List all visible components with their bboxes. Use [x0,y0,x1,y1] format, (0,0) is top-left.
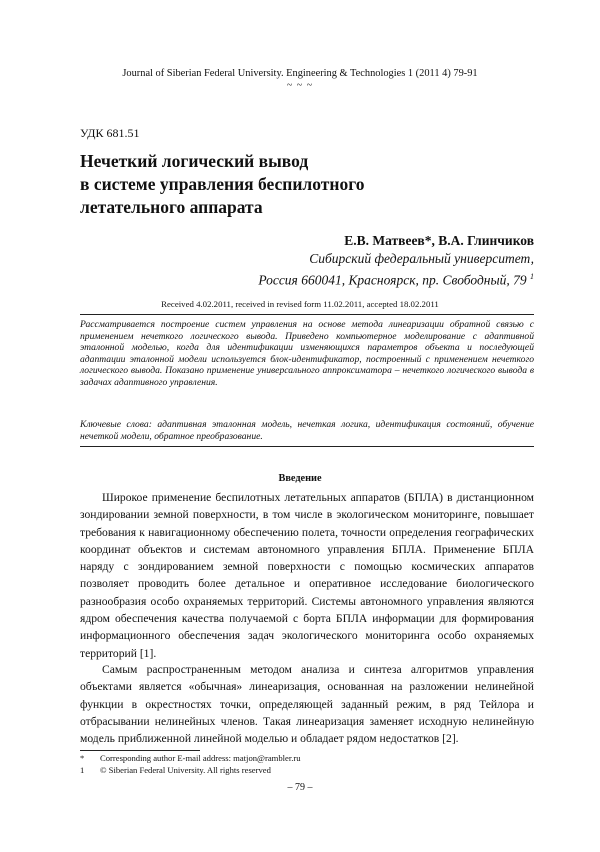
affiliation [258,250,534,289]
body-paragraph-1 [80,489,534,662]
paragraph-text: Самым распространенным методом анализа и синтеза алгоритмов управления объектами является «обычная» линеаризация, основанная на разложении нелинейной функции в окрестностях точки, определяющей заданный режим, в ряд Тейлора и отбрасывании нелинейных членов. Такая линеаризация заменяет исходную нелинейную модель приближенной линейной моделью и обладает рядом недостатков [2]. [80,663,534,746]
page-number: – 79 – [287,782,313,793]
title-line: Нечеткий логический вывод [80,151,309,171]
footnote-item [80,753,301,765]
authors: Е.В. Матвеев*, В.А. Глинчиков [344,233,534,248]
footnote-rule [80,750,200,751]
journal-header: Journal of Siberian Federal University. Engineering & Technologies 1 (2011 4) 79-91 [122,68,478,79]
footnote-text: © Siberian Federal University. All rights reserved [100,764,271,775]
footnotes [80,753,301,776]
abstract: Рассматривается построение систем управления на основе метода линеаризации обратной связью с применением нечеткого логического вывода. Приведено компьютерное моделирование с адаптивной эталонной моделью, когда для идентификации изменяющихся параметров объекта и последующей адаптации эталонной модели используется блок-идентификатор, построенный с применением нечеткого логического вывода. Показано применение универсального аппроксиматора – нечеткого логического вывода в задачах адаптивного управления. [80,319,534,388]
section-title: Введение [278,473,322,484]
title-line: в системе управления беспилотного [80,174,365,194]
udk-code: УДК 681.51 [80,126,140,140]
affiliation-line: Сибирский федеральный университет, [309,251,534,266]
title-line: летательного аппарата [80,197,263,217]
body-paragraph-2 [80,661,534,747]
article-title [80,150,364,219]
affiliation-address: Россия 660041, Красноярск, пр. Свободный, 79 [258,272,527,287]
affiliation-line [258,268,534,289]
keywords: Ключевые слова: адаптивная эталонная модель, нечеткая логика, идентификация состояний, обучение нечеткой модели, обратное преобразование. [80,419,534,442]
footnote-item [80,765,301,777]
received-dates: Received 4.02.2011, received in revised form 11.02.2011, accepted 18.02.2011 [161,299,439,309]
abstract-top-rule [80,314,534,315]
paragraph-text: Широкое применение беспилотных летательных аппаратов (БПЛА) в дистанционном зондировании земной поверхности, в том числе в экологическом мониторинге, повышает требования к навигационному обеспечению полета, точности определения географических координат объектов и системам автономного управления БПЛА. Применение БПЛА наряду с зондированием земной поверхности с помощью космических аппаратов позволяет проводить более детальное и оперативное исследование биологического разнообразия особо охраняемых территорий. Системы автономного управления являются ядром обеспечения качества получаемой с борта БПЛА информации для формирования информационного обеспечения задач экологического мониторинга особо охраняемых территорий [1]. [80,491,534,660]
footnote-text: Corresponding author E-mail address: matjon@rambler.ru [100,753,301,763]
header-separator: ~ ~ ~ [286,80,314,91]
footnote-mark: 1 [80,764,85,775]
footnote-mark: * [80,753,85,763]
abstract-bottom-rule [80,446,534,447]
affiliation-footnote-mark: 1 [530,271,534,281]
